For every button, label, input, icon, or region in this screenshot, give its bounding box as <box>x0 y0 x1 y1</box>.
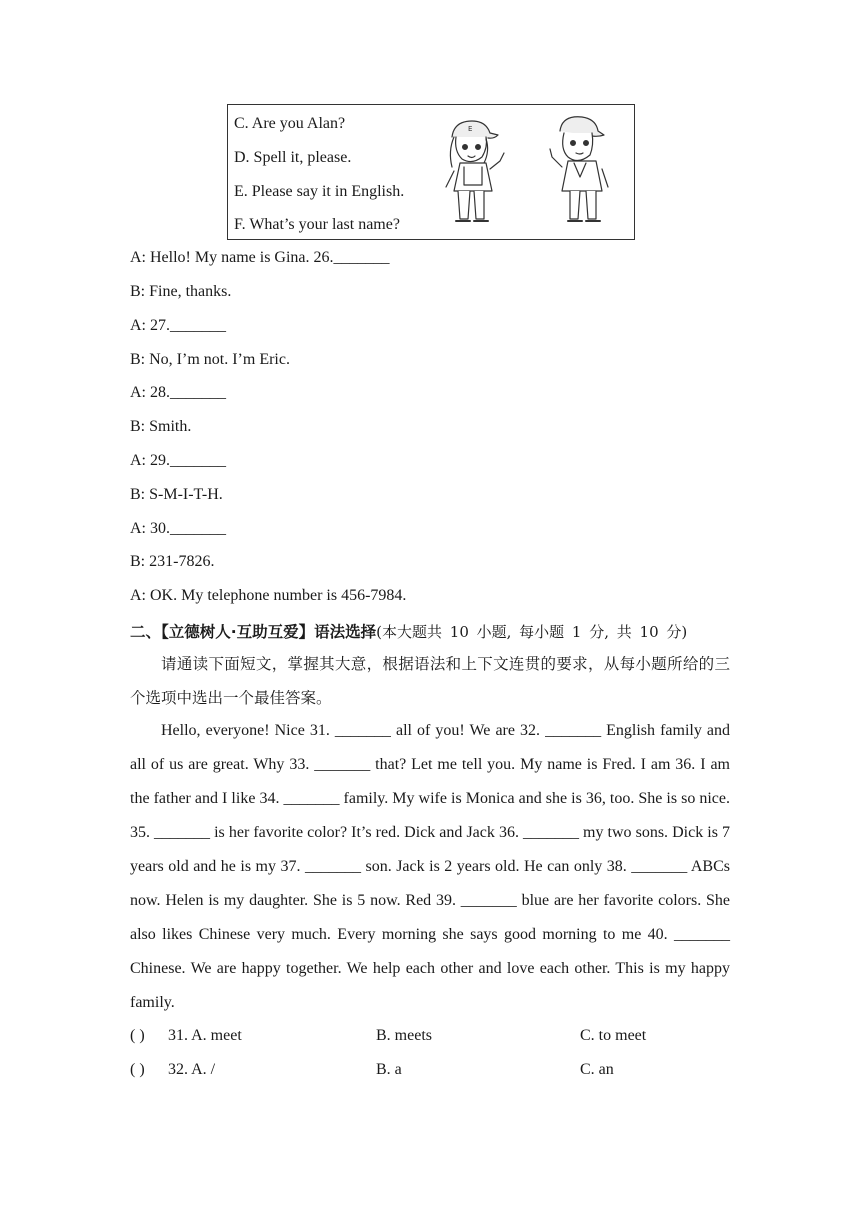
dialogue-line: A: 27._______ <box>130 317 226 334</box>
dialogue-line: A: 30._______ <box>130 520 226 537</box>
option-a: 31. A. meet <box>168 1027 242 1044</box>
option-c: C. to meet <box>580 1027 647 1044</box>
section-number: 二、 <box>130 623 162 641</box>
option-f: F. What’s your last name? <box>234 216 400 233</box>
option-a: 32. A. / <box>168 1061 216 1078</box>
section-tag: 【立德树人·互助互爱】语法选择 <box>161 623 377 641</box>
dialogue-line: B: Fine, thanks. <box>130 283 232 300</box>
answer-blank[interactable]: ( ) <box>130 1061 145 1078</box>
option-e: E. Please say it in English. <box>234 183 405 200</box>
dialogue-line: A: 29._______ <box>130 452 226 469</box>
dialogue-line: B: No, I’m not. I’m Eric. <box>130 351 290 368</box>
dialogue-line: A: 28._______ <box>130 384 226 401</box>
svg-text:E: E <box>468 125 473 133</box>
option-b: B. a <box>376 1061 402 1078</box>
two-kids-illustration <box>438 111 628 233</box>
dialogue-line: B: S-M-I-T-H. <box>130 486 223 503</box>
option-c: C. Are you Alan? <box>234 115 346 132</box>
passage-text: Hello, everyone! Nice 31. _______ all of you! We are 32. _______ English family and all of us are great. Why 33. _______ that? Let me tell you. My name is Fred. I am 36. I am the father and I like 34. _______ family. My wife is Monica and she is 36, too. She is so nice. 35. _______ is her favorite color? It’s red. Dick and Jack 36. _______ my two sons. Dick is 7 years old and he is my 37. _______ son. Jack is 2 years old. He can only 38. _______ ABCs now. Helen is my daughter. She is 5 now. Red 39. _______ blue are her favorite colors. She also likes Chinese very much. Every morning she says good morning to me 40. _______ Chinese. We are happy together. We help each other and love each other. This is my happy family. <box>130 722 730 1011</box>
option-c: C. an <box>580 1061 614 1078</box>
section-heading <box>130 620 687 642</box>
dialogue-line: B: Smith. <box>130 418 192 435</box>
dialogue-line: A: Hello! My name is Gina. 26._______ <box>130 249 390 266</box>
option-d: D. Spell it, please. <box>234 149 352 166</box>
reading-passage <box>130 714 730 1020</box>
answer-blank[interactable]: ( ) <box>130 1027 145 1044</box>
dialogue-line: A: OK. My telephone number is 456-7984. <box>130 587 407 604</box>
option-b: B. meets <box>376 1027 432 1044</box>
dialogue-line: B: 231-7826. <box>130 553 215 570</box>
options-box <box>227 104 635 240</box>
section-scoring: (本大题共 10 小题, 每小题 1 分, 共 10 分) <box>376 623 688 641</box>
section-instruction: 请通读下面短文，掌握其大意，根据语法和上下文连贯的要求，从每小题所给的三个选项中选出一个最佳答案。 <box>130 655 730 707</box>
